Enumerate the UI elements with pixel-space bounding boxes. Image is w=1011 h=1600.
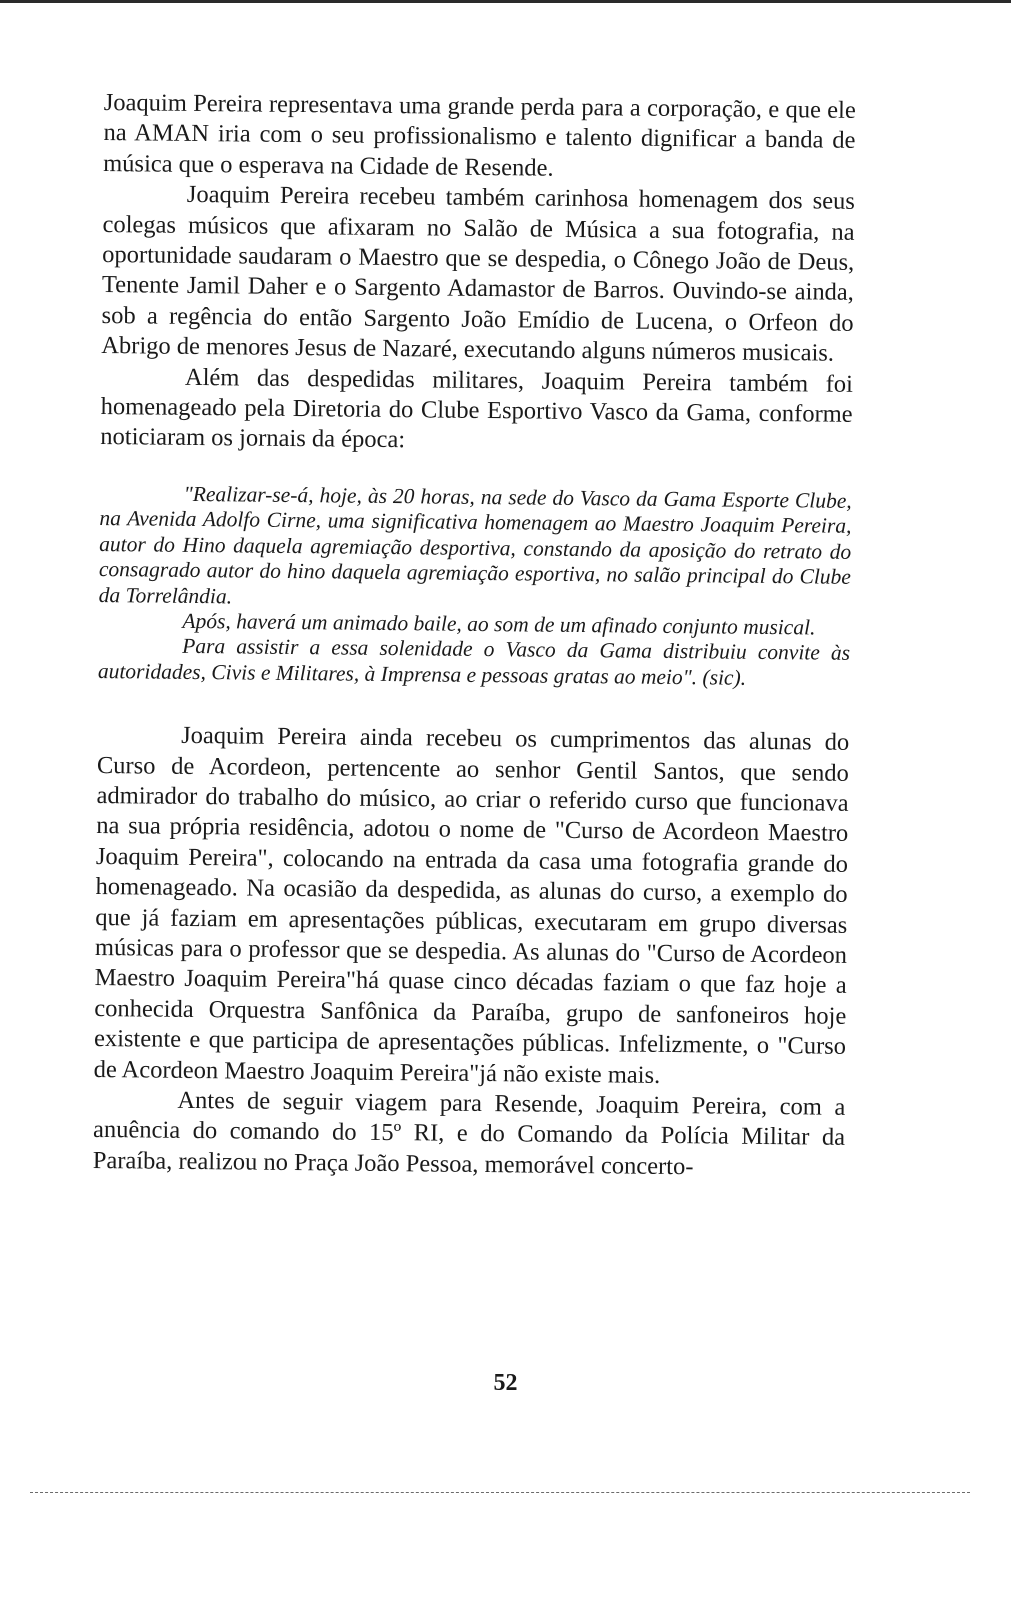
page-body <box>93 88 856 1184</box>
top-border-line <box>0 0 1011 3</box>
newspaper-quote <box>98 481 852 692</box>
quote-paragraph-ball: Após, haverá um animado baile, ao som de um afinado conjunto musical. <box>182 608 816 640</box>
paragraph-vasco-homage-intro: Além das despedidas militares, Joaquim Pereira também foi homenageado pela Diretoria do Clube Esportivo Vasco da Gama, conforme noticiaram os jornais da época: <box>100 363 854 454</box>
paragraph-musicians-homage: Joaquim Pereira recebeu também carinhosa homenagem dos seus colegas músicos que afixaram no Salão de Música a sua fotografia, na oportunidade saudaram o Maestro que se despedia, o Cônego João de Deus, Tenente Jamil Daher e o Sargento Adamastor de Barros. Ouvindo-se ainda, sob a regência do então Sargento João Emídio de Lucena, o Orfeon do Abrigo de menores Jesus de Nazaré, executando alguns números musicais. <box>101 181 855 367</box>
quote-paragraph-invitation: Para assistir a essa solenidade o Vasco da Gama distribuiu convite às autoridades, Civis e Militares, à Imprensa e pessoas gratas ao meio". (sic). <box>97 634 851 690</box>
quote-paragraph-ceremony: "Realizar-se-á, hoje, às 20 horas, na sede do Vasco da Gama Esporte Clube, na Avenida Adolfo Cirne, uma significativa homenagem ao Maestro Joaquim Pereira, autor do Hino daquela agremiação desportiva, constando da aposição do retrato do consagrado autor do hino daquela agremiação esportiva, no salão principal do Clube da Torrelândia. <box>98 481 852 608</box>
paragraph-farewell-concert: Antes de seguir viagem para Resende, Joaquim Pereira, com a anuência do comando do 15º RI, e do Comando da Polícia Militar da Paraíba, realizou no Praça João Pessoa, memorável concerto- <box>92 1086 846 1181</box>
bottom-dashed-line <box>30 1492 970 1493</box>
page-number: 52 <box>493 1370 518 1396</box>
paragraph-aman-loss: Joaquim Pereira representava uma grande perda para a corporação, e que ele na AMAN iria com o seu profissionalismo e talento dignificar a banda de música que o esperava na Cidade de Resende. <box>103 88 856 182</box>
paragraph-accordion-course: Joaquim Pereira ainda recebeu os cumprimentos das alunas do Curso de Acordeon, pertencente ao senhor Gentil Santos, que sendo admirador do trabalho do músico, ao criar o referido curso que funcionava na sua própria residência, adotou o nome de "Curso de Acordeon Maestro Joaquim Pereira", colocando na entrada da casa uma fotografia grande do homenageado. Na ocasião da despedida, as alunas do curso, a exemplo do que já faziam em apresentações públicas, executaram em grupo diversas músicas para o professor que se despedia. As alunas do "Curso de Acordeon Maestro Joaquim Pereira"há quase cinco décadas faziam o que faz hoje a conhecida Orquestra Sanfônica da Paraíba, grupo de sanfoneiros hoje existente e que participa de apresentações públicas. Infelizmente, o "Curso de Acordeon Maestro Joaquim Pereira"já não existe mais. <box>93 721 850 1089</box>
